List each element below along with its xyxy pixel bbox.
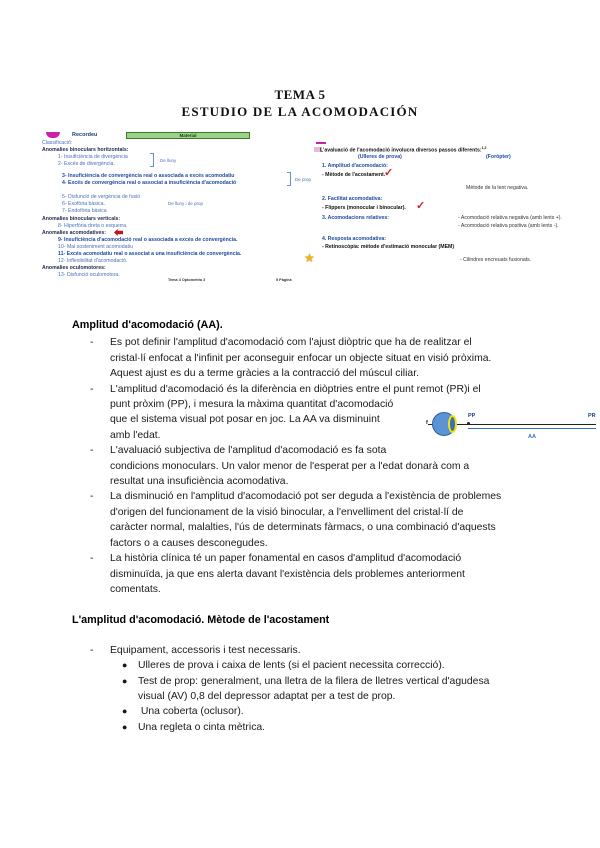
list-item: ● Test de prop: generalment, una lletra de la filera de lletres vertical d'agudesa visual (AV) 0,8 del depressor adaptat per a test de prop. <box>122 675 490 702</box>
pink-tab-icon <box>46 132 60 138</box>
amplitude-range-line <box>468 428 596 429</box>
star-icon: ★ <box>304 251 315 265</box>
recordeu-label: Recordeu <box>72 132 98 138</box>
embedded-slide-image <box>40 130 600 292</box>
red-checkmark-icon: ✓ <box>416 200 426 212</box>
column-header-trial-frame: (Ulleres de prova) <box>358 154 402 160</box>
group-item: 5- Disfunció de vergència de fusió <box>62 194 141 200</box>
group-item: 11- Excés acomodatiu real o associat a una insuficiència de convergència. <box>58 251 242 257</box>
classification-label: Classificació: <box>42 140 73 146</box>
group-title: Anomalies binoculars horitzontals: <box>42 147 129 153</box>
lens-icon <box>448 415 457 433</box>
section-title: 3. Acomodacions relatives: <box>322 215 389 221</box>
list-item: - Es pot definir l'amplitud d'acomodació com l'ajust diòptric que ha de realitzar el cristal·lí enfocat a l'infinit per aconseguir enfocar un objecte situat en visió pròxima. Aquest ajust es du a terme gràcies a la contracció del múscul ciliar. <box>90 337 492 380</box>
group-item: 12- Inflexibilitat d'acomodació. <box>58 258 128 264</box>
group-item: 1- Insuficiència de divergència <box>58 154 128 160</box>
section-title: 2. Facilitat acomodativa: <box>322 196 383 202</box>
slide-footer-left: Tema 4 Optometria 3 <box>168 278 206 282</box>
near-point-marker <box>467 422 470 425</box>
column-header-phoropter: (Foròpter) <box>486 154 511 160</box>
near-point-label: PP <box>468 413 476 419</box>
red-checkmark-icon: ✓ <box>384 167 394 179</box>
group-item: 9- Insuficiència d'acomodació real o associada a excés de convergència. <box>58 237 238 243</box>
group-note: De lluny i de prop <box>168 201 204 206</box>
section-title: 1. Amplitud d'acomodació: <box>322 163 388 169</box>
section-item: - Mètode de l'acostament. <box>322 172 386 178</box>
document-body <box>72 318 572 735</box>
group-item: 6- Exofòria bàsica. <box>62 201 105 207</box>
section-side: Mètode de la lent negativa. <box>466 185 529 191</box>
group-title: Anomalies binoculars verticals: <box>42 216 121 222</box>
list-item: ● Una coberta (oclusor). <box>122 706 244 718</box>
list-item: - La disminució en l'amplitud d'acomodació pot ser deguda a l'existència de problemes d'origen del funcionament de la visió binocular, a l'envelliment del cristal·lí de caràcter normal, malalties, l'ús de determinats fàrmacs, o una combinació d'aquests factors o a causes desconegudes. <box>90 491 502 549</box>
section-item: - Retinoscòpia: mètode d'estimació monocular (MEM) <box>322 244 455 250</box>
section-side: - Cilindres encreuats fusionats. <box>460 257 532 263</box>
group-note: De lluny <box>160 158 177 163</box>
slide-evaluation-panel <box>304 130 600 292</box>
bracket <box>287 172 291 186</box>
section-side: - Acomodació relativa positiva (amb lents -). <box>458 223 559 229</box>
topic-number: TEMA 5 <box>274 87 326 102</box>
material-box: Material <box>126 132 250 139</box>
document-title-block <box>0 86 600 120</box>
group-title: Anomalies oculomotores: <box>42 265 106 271</box>
list-item: ● Ulleres de prova i caixa de lents (si el pacient necessita correcció). <box>122 660 445 672</box>
section-item: - Flippers (monocular i binocular). <box>322 205 406 211</box>
group-item: 3- Insuficiència de convergència real o associada a excés acomodatiu <box>62 173 235 179</box>
amplitude-label: AA <box>528 434 536 440</box>
section-heading-method: L'amplitud d'acomodació. Mètode de l'acostament <box>72 614 330 627</box>
group-item: 8- Hiperfòria dreta o esquerra. <box>58 223 128 229</box>
section-side: - Acomodació relativa negativa (amb lents +). <box>458 215 562 221</box>
list-item: - La història clínica té un paper fonamental en casos d'amplitud d'acomodació disminuïda, ja que ens alerta davant l'existència dels problemes anteriorment comentats. <box>90 553 465 595</box>
section-heading-amplitude: Amplitud d'acomodació (AA). <box>72 319 223 331</box>
section-title: 4. Resposta acomodativa: <box>322 236 387 242</box>
bracket <box>150 153 154 167</box>
red-arrow-icon <box>114 229 123 236</box>
list-item: ● Una regleta o cinta mètrica. <box>122 721 266 733</box>
group-note: De prop <box>295 177 312 182</box>
slide-intro: L'avaluació de l'acomodació involucra diversos passos diferents:$^{1,2}$ <box>320 146 487 154</box>
list-item: - L'amplitud d'acomodació és la diferència en diòptries entre el punt remot (PR)i el punt pròxim (PP), i mesura la màxima quantitat d'acomodació que el sistema visual pot posar en joc. La AA va disminuint amb l'edat. <box>90 383 481 441</box>
focal-label: f <box>426 420 428 426</box>
group-item: 7- Endofòria bàsica <box>62 208 107 214</box>
group-item: 2- Excés de divergència. <box>58 161 115 167</box>
page-title: ESTUDIO DE LA ACOMODACIÓN <box>181 104 419 119</box>
slide-footer-right: 5 Pàgina <box>276 278 292 282</box>
far-point-label: PR <box>588 413 596 419</box>
group-title: Anomalies acomodatives: <box>42 230 107 236</box>
group-item: 10- Mal sosteniment acomodatiu <box>58 244 133 250</box>
group-item: 13- Disfunció oculomotora. <box>58 272 120 278</box>
group-item: 4- Excés de convergència real o associat a insuficiència d'acomodació <box>62 180 237 186</box>
accommodation-amplitude-diagram <box>424 404 600 444</box>
list-item: - L'avaluació subjectiva de l'amplitud d'acomodació es fa sota condicions monoculars. Un valor menor de l'esperat per a l'edat donarà com a resultat una insuficiència acomodativa. <box>90 445 470 488</box>
list-item: - Equipament, accessoris i test necessaris. <box>90 644 301 656</box>
pink-accent-bar <box>316 142 326 144</box>
slide-classification-panel <box>40 130 310 292</box>
